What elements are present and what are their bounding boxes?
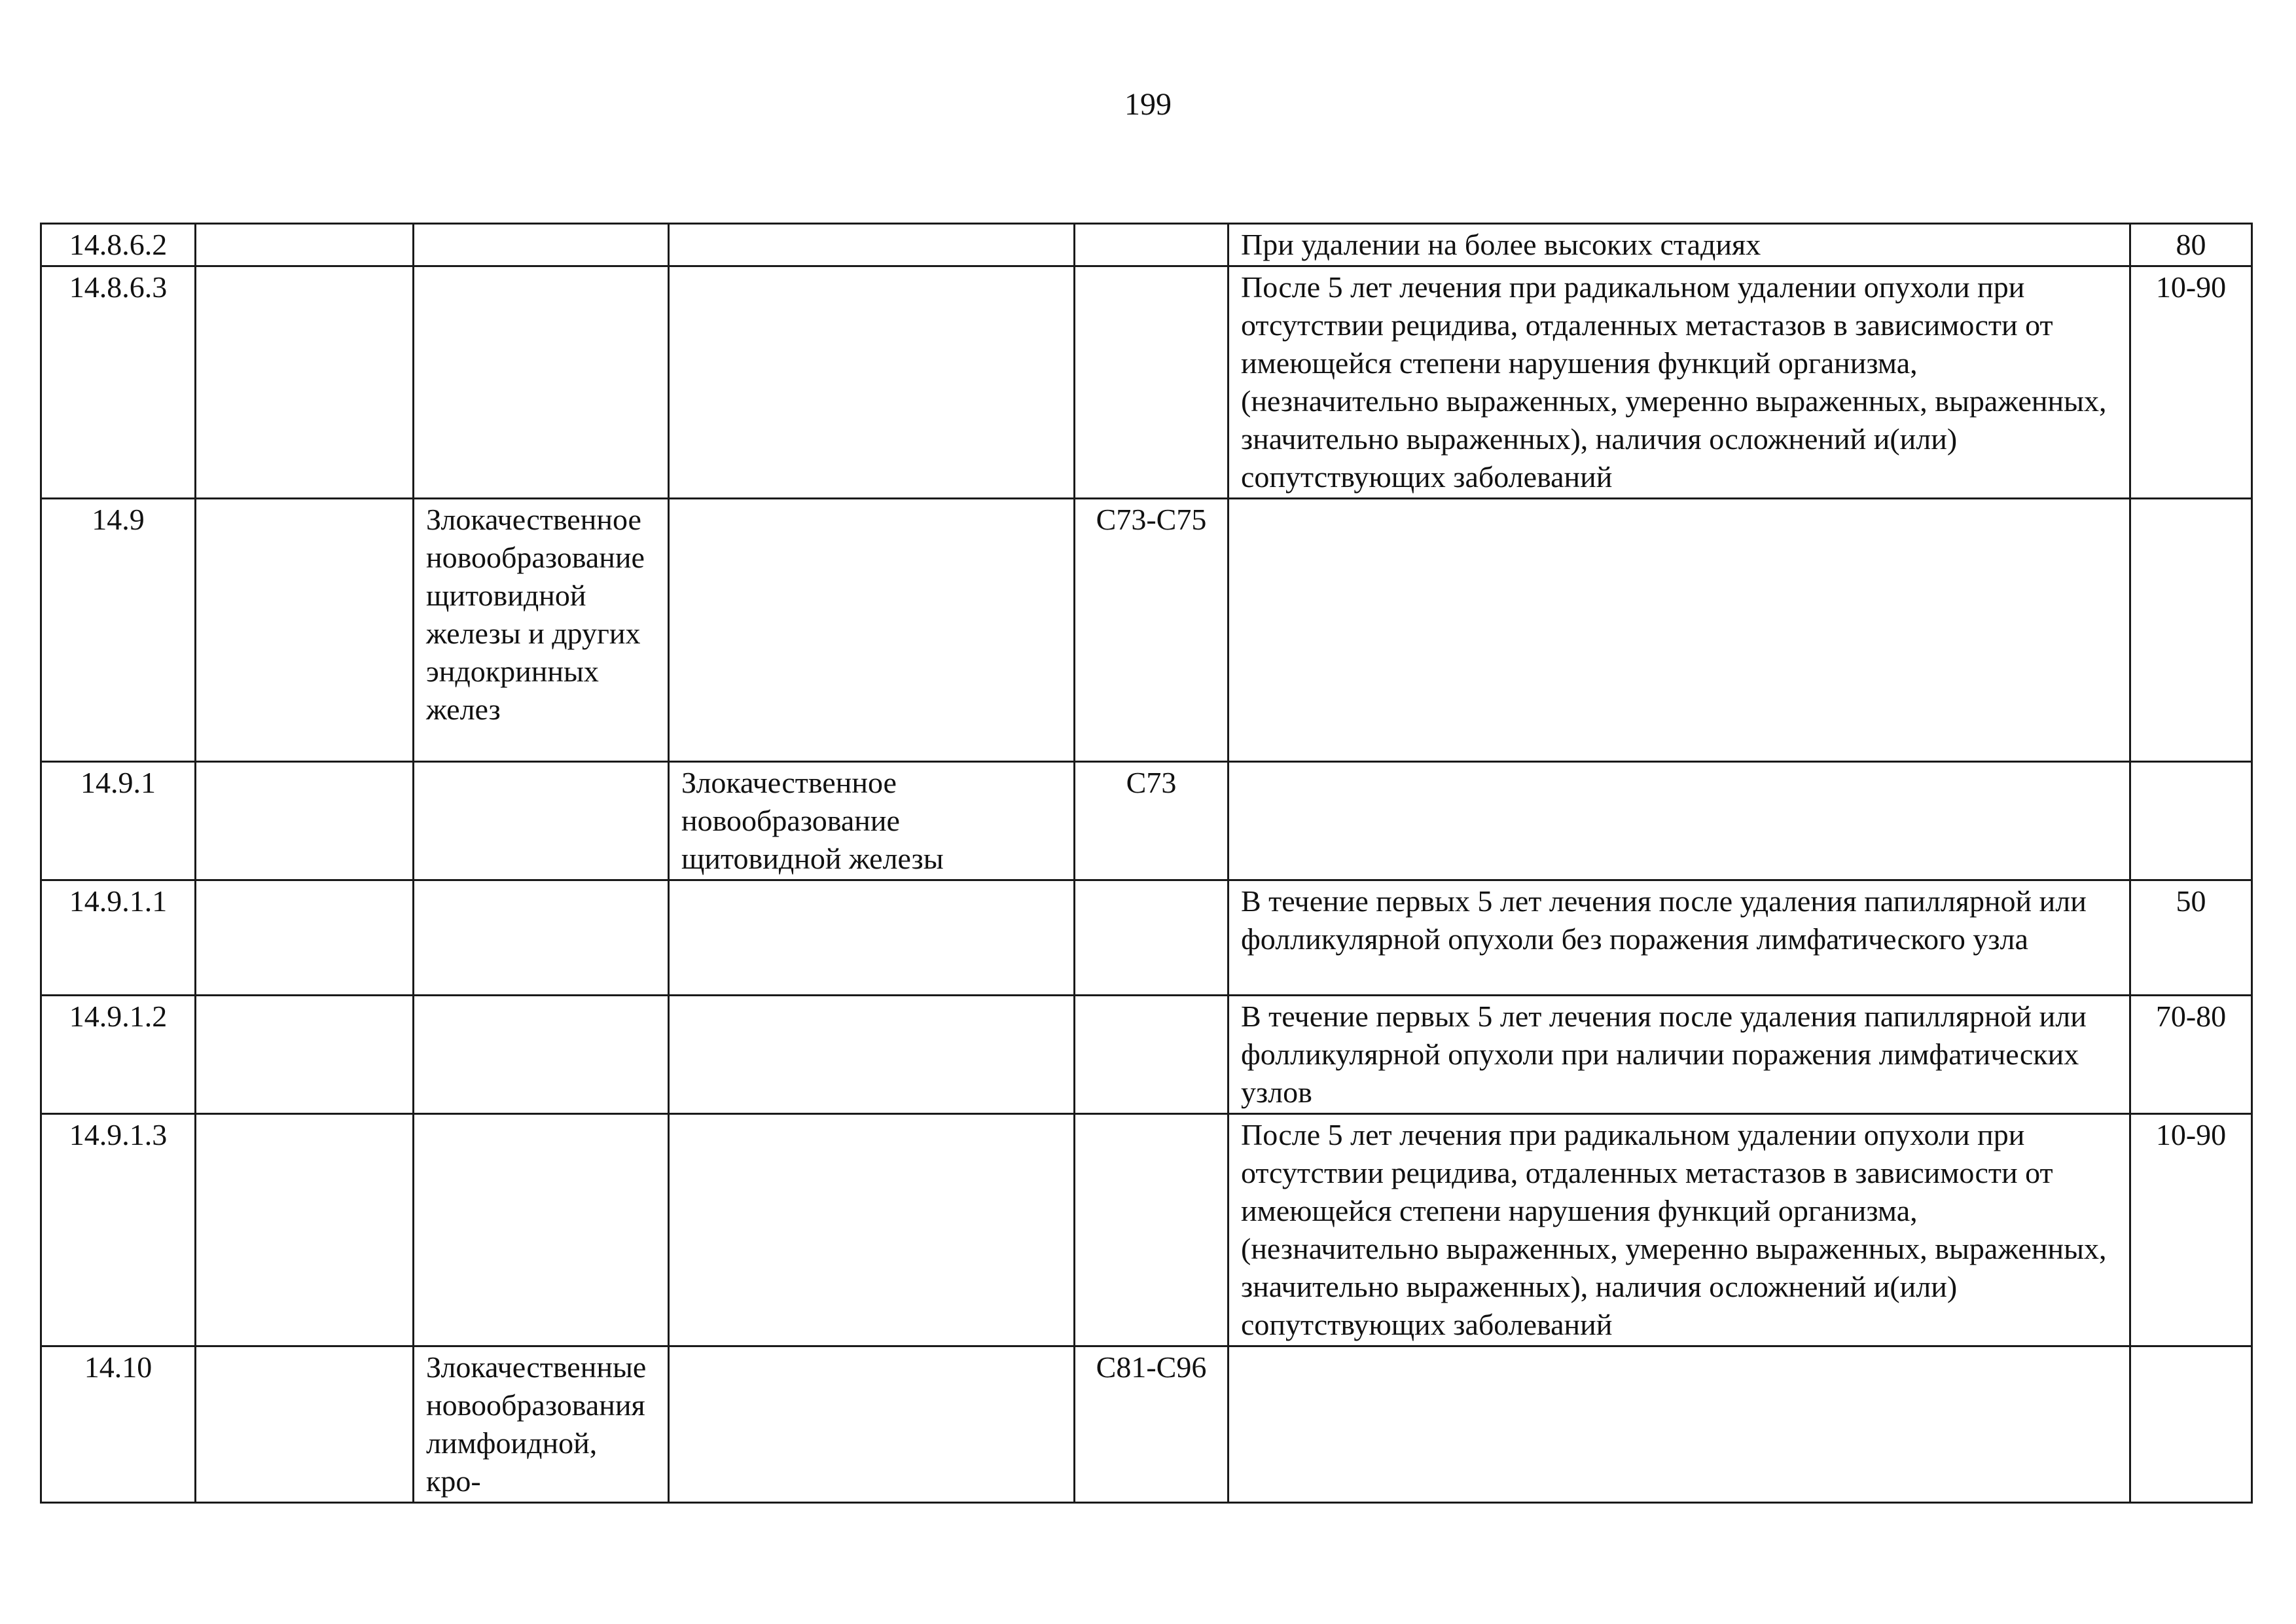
table-row [41,224,2252,266]
table-row [41,762,2252,880]
empty-cell [196,499,414,762]
group-name: Злокачественное новообразование щитовидной железы и других эндокринных желез [414,499,669,762]
disability-percent: 10-90 [2130,266,2252,499]
disability-percent: 10-90 [2130,1114,2252,1346]
empty-cell [196,1114,414,1346]
icd-code [1075,1114,1229,1346]
icd-code: C73-C75 [1075,499,1229,762]
icd-code [1075,224,1229,266]
table-row [41,996,2252,1114]
disability-percent: 80 [2130,224,2252,266]
subgroup-name [669,266,1075,499]
subgroup-name [669,1346,1075,1503]
icd-code: C73 [1075,762,1229,880]
table-row [41,1346,2252,1503]
icd-code [1075,880,1229,996]
subgroup-name [669,224,1075,266]
classification-table [40,223,2253,1504]
page-number: 199 [1124,87,1172,122]
table-row [41,880,2252,996]
row-number: 14.9.1.3 [41,1114,196,1346]
row-number: 14.8.6.2 [41,224,196,266]
row-number: 14.9.1.2 [41,996,196,1114]
empty-cell [196,224,414,266]
row-number: 14.9.1.1 [41,880,196,996]
subgroup-name [669,880,1075,996]
clinical-description [1229,762,2130,880]
disability-percent: 50 [2130,880,2252,996]
subgroup-name [669,1114,1075,1346]
empty-cell [196,1346,414,1503]
subgroup-name: Злокачественное новообразование щитовидной железы [669,762,1075,880]
group-name [414,224,669,266]
table-row [41,266,2252,499]
empty-cell [196,880,414,996]
group-name [414,266,669,499]
clinical-description [1229,499,2130,762]
clinical-description: В течение первых 5 лет лечения после удаления папиллярной или фолликулярной опухоли без поражения лимфатического узла [1229,880,2130,996]
clinical-description: После 5 лет лечения при радикальном удалении опухоли при отсутствии рецидива, отдаленных метастазов в зависимости от имеющейся степени нарушения функций организма, (незначительно выраженных, умеренно выраженных, выраженных, значительно выраженных), наличия осложнений и(или) сопутствующих заболеваний [1229,1114,2130,1346]
clinical-description: После 5 лет лечения при радикальном удалении опухоли при отсутствии рецидива, отдаленных метастазов в зависимости от имеющейся степени нарушения функций организма, (незначительно выраженных, умеренно выраженных, выраженных, значительно выраженных), наличия осложнений и(или) сопутствующих заболеваний [1229,266,2130,499]
row-number: 14.9.1 [41,762,196,880]
disability-percent [2130,1346,2252,1503]
subgroup-name [669,996,1075,1114]
group-name: Злокачественные новообразования лимфоидной, кро- [414,1346,669,1503]
disability-percent [2130,499,2252,762]
subgroup-name [669,499,1075,762]
disability-percent [2130,762,2252,880]
icd-code: C81-C96 [1075,1346,1229,1503]
empty-cell [196,762,414,880]
row-number: 14.8.6.3 [41,266,196,499]
icd-code [1075,266,1229,499]
row-number: 14.9 [41,499,196,762]
table-row [41,1114,2252,1346]
disability-percent: 70-80 [2130,996,2252,1114]
group-name [414,880,669,996]
row-number: 14.10 [41,1346,196,1503]
group-name [414,996,669,1114]
group-name [414,762,669,880]
group-name [414,1114,669,1346]
empty-cell [196,996,414,1114]
clinical-description: В течение первых 5 лет лечения после удаления папиллярной или фолликулярной опухоли при наличии поражения лимфатических узлов [1229,996,2130,1114]
icd-code [1075,996,1229,1114]
clinical-description: При удалении на более высоких стадиях [1229,224,2130,266]
empty-cell [196,266,414,499]
clinical-description [1229,1346,2130,1503]
table-row [41,499,2252,762]
